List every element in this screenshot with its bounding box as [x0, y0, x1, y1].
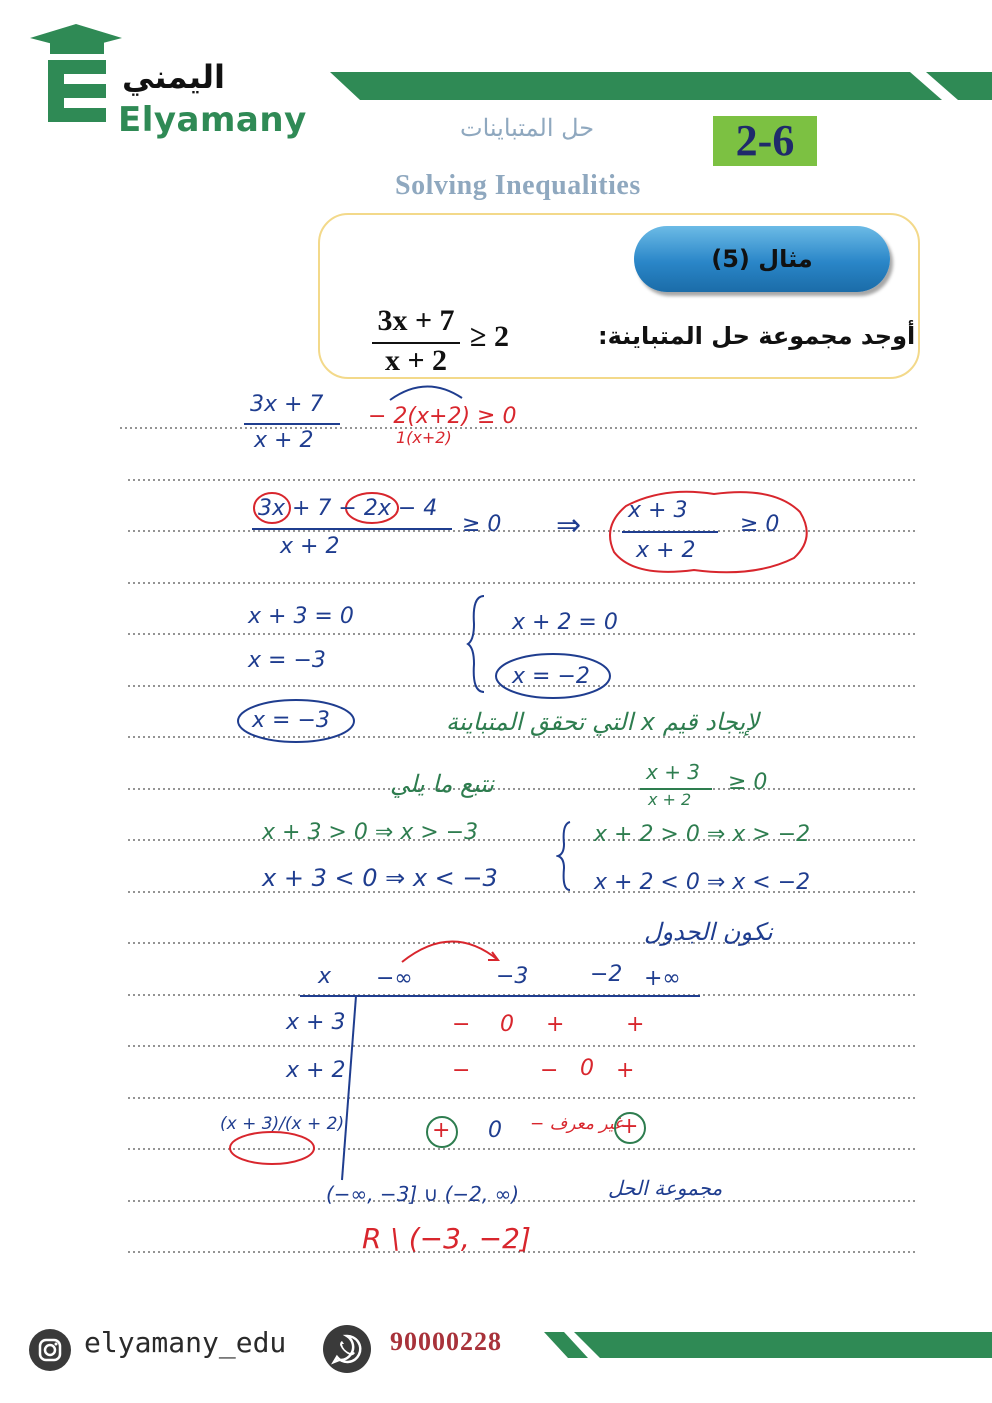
- row2-sign-1: −: [452, 1058, 471, 1083]
- inequality-denominator: x + 2: [372, 342, 460, 378]
- case2: x + 3 < 0 ⇒ x < −3: [262, 864, 498, 892]
- step2-numerator: 3x + 7 − 2x − 4: [258, 496, 438, 521]
- table-header-arrow: [396, 930, 506, 970]
- zero1-equation: x + 3 = 0: [248, 604, 354, 629]
- zero1-step: x = −3: [248, 648, 326, 673]
- step1-denominator: x + 2: [254, 428, 314, 453]
- note-follow: نتبع ما يلي: [390, 770, 494, 798]
- lesson-title-english: Solving Inequalities: [395, 170, 641, 201]
- lesson-number-badge: 2-6: [713, 116, 817, 166]
- step2-result-numerator: x + 3: [628, 498, 688, 523]
- zero2-equation: x + 2 = 0: [512, 610, 618, 635]
- instagram-icon: [28, 1328, 72, 1372]
- step1-fraction-bar: [244, 422, 340, 426]
- step2-arrow: ⇒: [556, 508, 582, 543]
- zero2-result: x = −2: [512, 664, 590, 689]
- logo-name-english: Elyamany: [118, 100, 307, 140]
- row2-sign-2: −: [540, 1058, 559, 1083]
- step1-note: 1(x+2): [396, 428, 452, 447]
- row1-sign-4: +: [626, 1012, 645, 1037]
- final-answer: R \ (−3, −2]: [362, 1222, 531, 1255]
- row2-sign-3: 0: [580, 1056, 594, 1081]
- table-header-neg2: −2: [590, 962, 623, 987]
- note-fraction-denominator: x + 2: [648, 790, 692, 809]
- row1-sign-2: 0: [500, 1012, 514, 1037]
- note-fraction-numerator: x + 3: [646, 760, 701, 784]
- row2-sign-4: +: [616, 1058, 635, 1083]
- inequality-rhs: ≥ 2: [470, 320, 509, 353]
- whatsapp-icon: [322, 1324, 372, 1374]
- table-header-pos-inf: +∞: [644, 966, 681, 991]
- note-make-table: نكون الجدول: [644, 918, 773, 946]
- step1-arc: [386, 380, 466, 404]
- solution-label: مجموعة الحل: [608, 1176, 723, 1200]
- zero1-result: x = −3: [252, 708, 330, 733]
- footer-stripe: [544, 1328, 992, 1360]
- step2-rhs: ≥ 0: [462, 512, 502, 537]
- case-brace: [556, 820, 576, 892]
- row3-sign-3: − غير معرف: [530, 1114, 623, 1134]
- row1-sign-1: −: [452, 1012, 471, 1037]
- phone-number: 90000228: [390, 1327, 502, 1356]
- row3-sign-2: 0: [488, 1118, 502, 1143]
- row3-sign-4: +: [620, 1114, 639, 1139]
- step2-fraction-bar: [252, 527, 452, 531]
- step2-result-rhs: ≥ 0: [740, 512, 780, 537]
- case4: x + 2 < 0 ⇒ x < −2: [594, 870, 811, 895]
- case3: x + 2 > 0 ⇒ x > −2: [594, 822, 811, 847]
- table-header-neg-inf: −∞: [376, 966, 413, 991]
- table-header-neg3: −3: [496, 964, 529, 989]
- note-fraction-rhs: ≥ 0: [728, 770, 768, 795]
- row3-label-circle: [226, 1128, 318, 1168]
- case1: x + 3 > 0 ⇒ x > −3: [262, 820, 479, 845]
- logo-name-arabic: اليمني: [122, 58, 225, 96]
- step2-result-bar: [622, 530, 718, 534]
- note-find-values: لإيجاد قيم x التي تحقق المتباينة: [446, 708, 759, 736]
- table-row-label-xplus3: x + 3: [286, 1010, 346, 1035]
- table-header-x: x: [318, 964, 332, 989]
- inequality-numerator: 3x + 7: [377, 304, 455, 337]
- table-row-label-fraction: (x + 3)/(x + 2): [220, 1114, 345, 1134]
- lesson-title-arabic: حل المتباينات: [460, 114, 595, 142]
- solution-set: (−∞, −3] ∪ (−2, ∞): [326, 1182, 520, 1206]
- step2-denominator: x + 2: [280, 534, 340, 559]
- zero-brace: [466, 594, 490, 694]
- row3-sign-1: +: [432, 1118, 451, 1143]
- table-row-label-xplus2: x + 2: [286, 1058, 346, 1083]
- step1-subtraction: − 2(x+2) ≥ 0: [368, 404, 517, 429]
- instagram-handle: elyamany_edu: [84, 1326, 287, 1359]
- step1-numerator: 3x + 7: [250, 392, 324, 417]
- question-text: أوجد مجموعة حل المتباينة:: [598, 322, 916, 350]
- example-label-pill: مثال (5): [634, 226, 890, 292]
- step2-result-denominator: x + 2: [636, 538, 696, 563]
- row1-sign-3: +: [546, 1012, 565, 1037]
